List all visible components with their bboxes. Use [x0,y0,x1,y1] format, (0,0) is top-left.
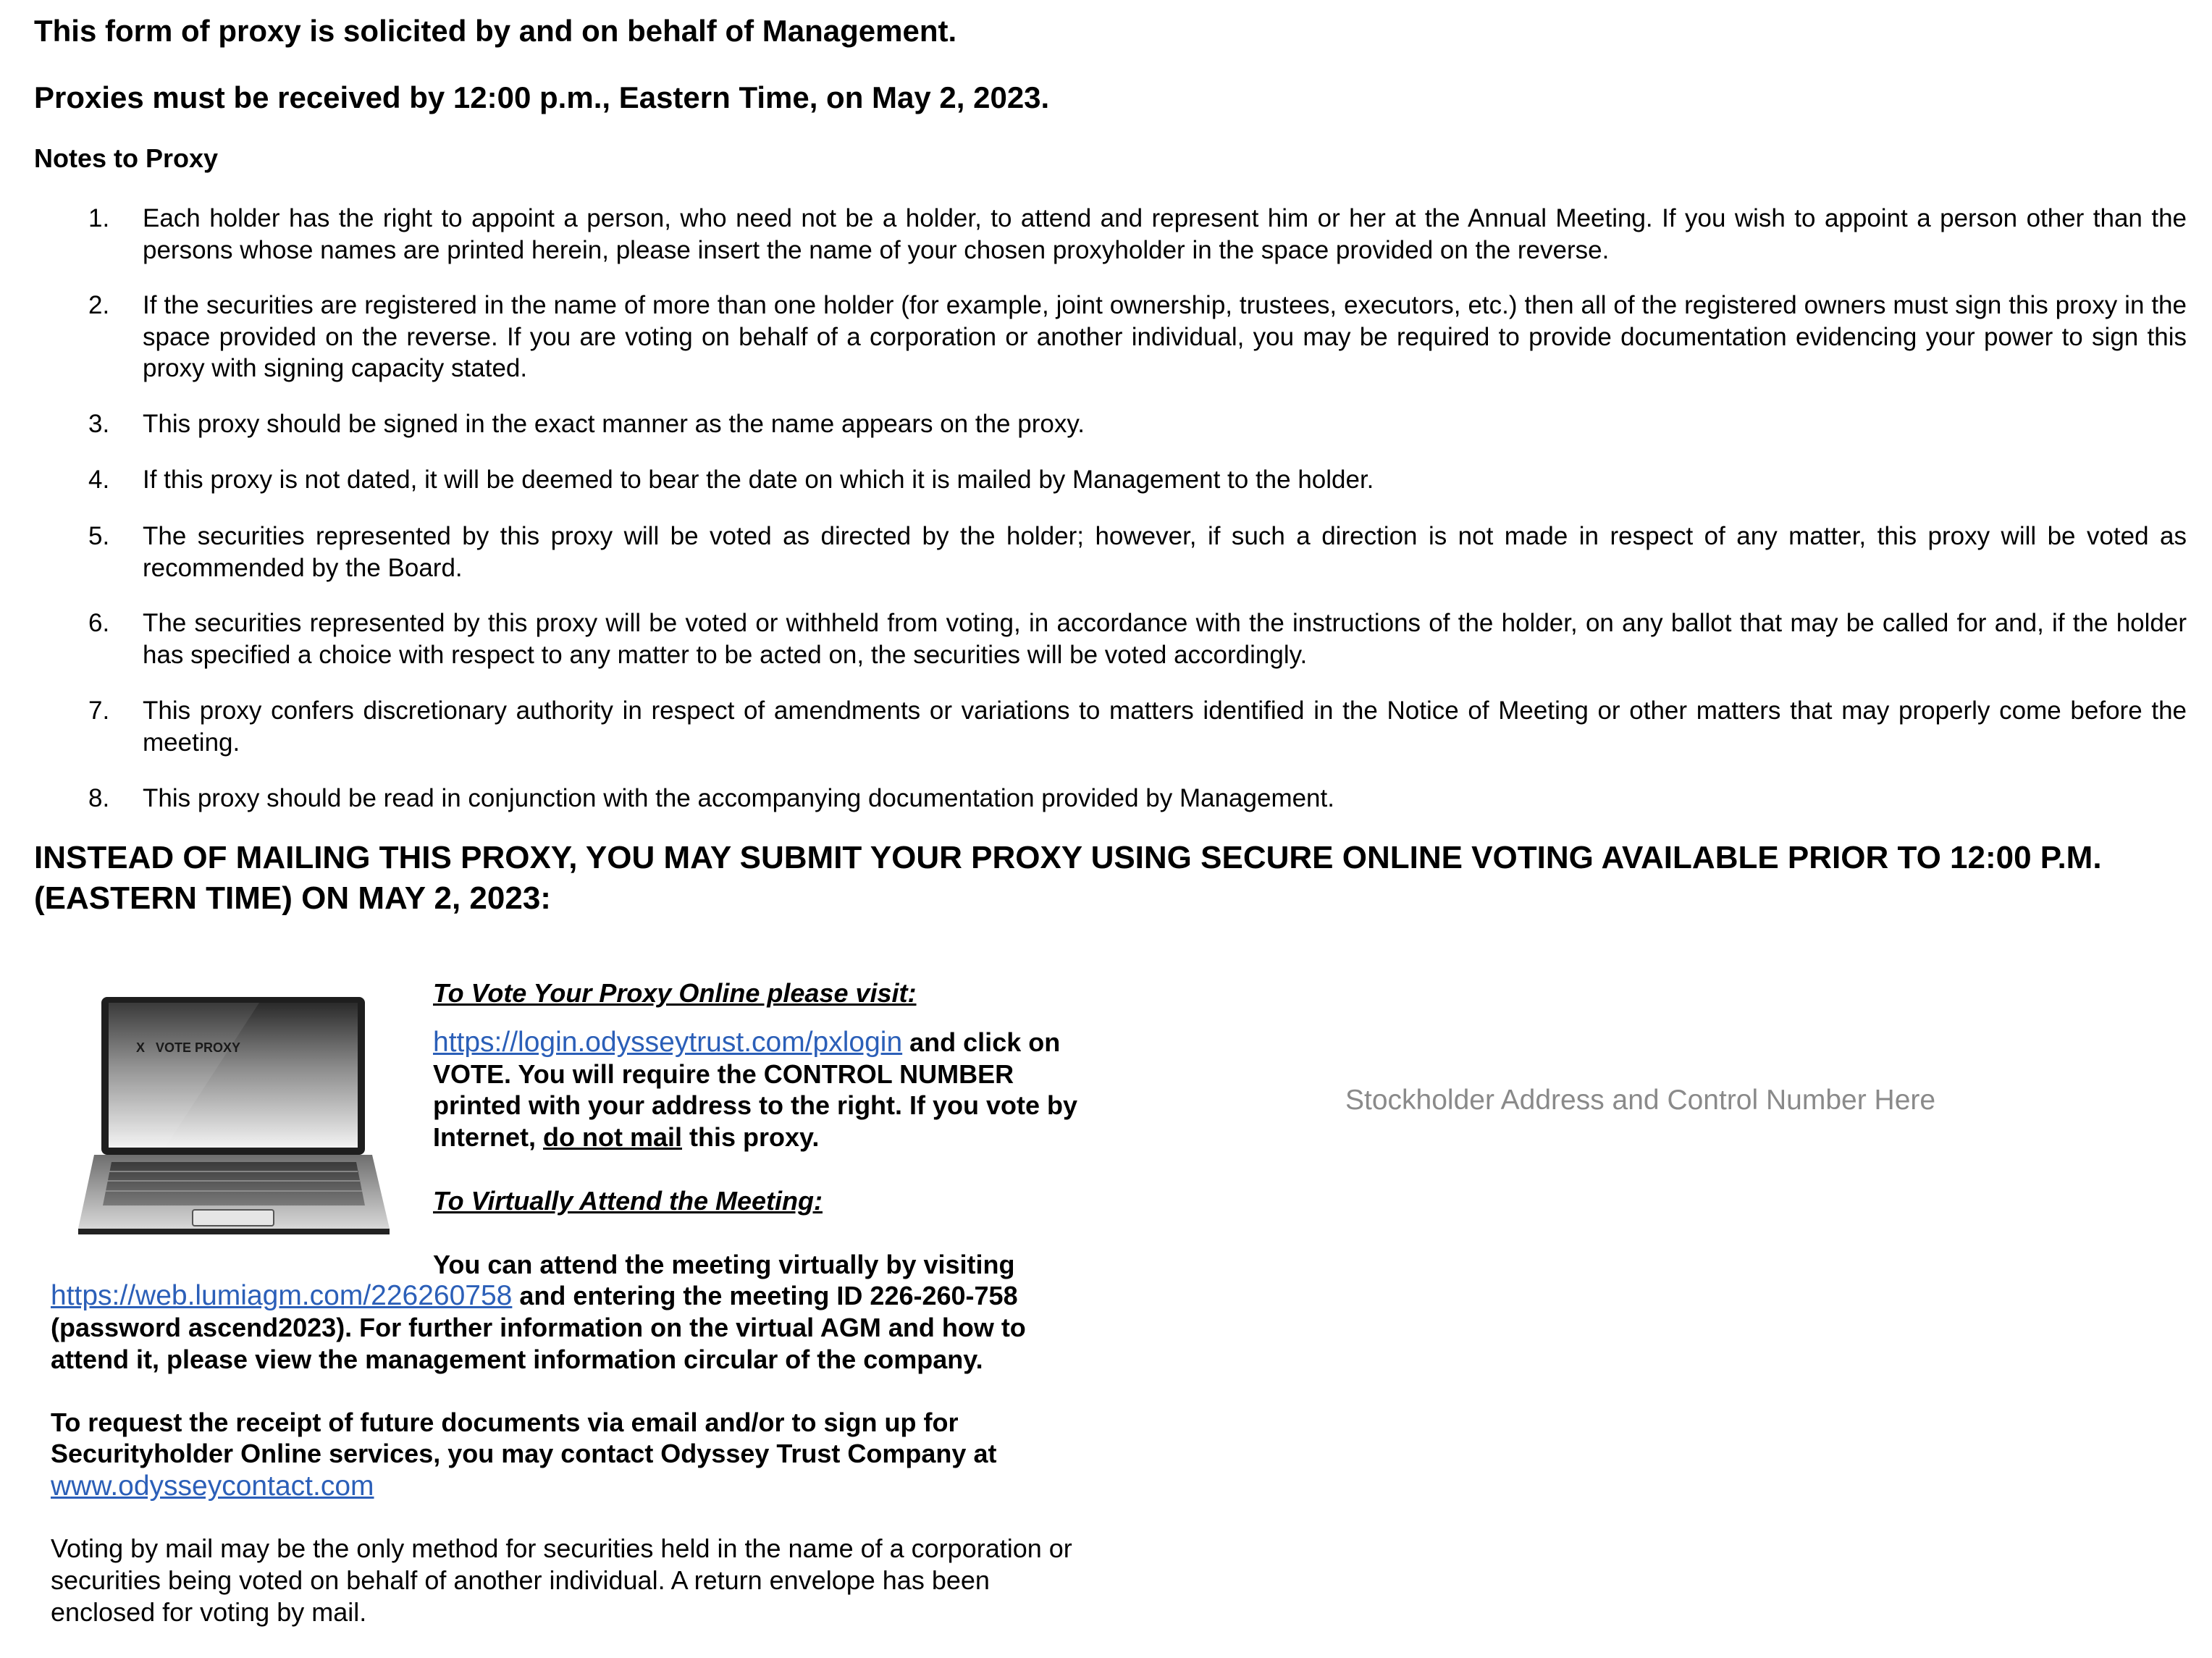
vote-online-after-url: and click on [902,1027,1061,1057]
note-number: 1. [88,204,110,232]
note-number: 5. [88,522,110,550]
vote-online-heading: To Vote Your Proxy Online please visit: [433,978,917,1008]
virtual-meeting-link[interactable]: https://web.lumiagm.com/226260758 [51,1280,513,1311]
note-text: This proxy should be signed in the exact manner as the name appears on the proxy. [143,410,1085,438]
do-not-mail-text: do not mail [543,1122,683,1152]
mail-note-line2: securities being voted on behalf of another individual. A return envelope has been [51,1565,990,1595]
stockholder-address-placeholder: Stockholder Address and Control Number Here [1345,1085,1936,1116]
vote-online-line2: VOTE. You will require the CONTROL NUMBER [433,1059,1014,1089]
virtual-attend-line4: attend it, please view the management information circular of the company. [51,1345,983,1374]
note-number: 2. [88,291,110,319]
note-text: The securities represented by this proxy will be voted or withheld from voting, in accordance with the instructions of the holder, on any ballot that may be called for and, if the holder has specified a choice with respect to any matter to be acted on, the securities will be voted accordingly. [143,609,2187,669]
virtual-attend-line2 [51,1280,1018,1312]
future-docs-line2: Securityholder Online services, you may contact Odyssey Trust Company at [51,1439,997,1468]
note-text: If this proxy is not dated, it will be deemed to bear the date on which it is mailed by Management to the holder. [143,466,1374,494]
deadline-heading: Proxies must be received by 12:00 p.m., Eastern Time, on May 2, 2023. [34,80,1050,114]
vote-online-link[interactable]: https://login.odysseytrust.com/pxlogin [433,1027,903,1058]
vote-online-line1 [433,1027,1157,1059]
virtual-attend-heading: To Virtually Attend the Meeting: [433,1186,823,1216]
online-voting-banner: INSTEAD OF MAILING THIS PROXY, YOU MAY SUBMIT YOUR PROXY USING SECURE ONLINE VOTING AVAILABLE PRIOR TO 12:00 P.M. (EASTERN TIME) ON MAY 2, 2023: [34,840,2102,916]
vote-online-line4-pre: Internet, [433,1122,544,1152]
note-number: 4. [88,466,110,494]
note-text: The securities represented by this proxy will be voted as directed by the holder; however, if such a direction is not made in respect of any matter, this proxy will be voted as recommended by the Board. [143,522,2187,582]
future-docs-line3 [51,1470,374,1503]
note-text: This proxy should be read in conjunction with the accompanying documentation provided by Management. [143,784,1334,812]
note-text: Each holder has the right to appoint a person, who need not be a holder, to attend and represent him or her at the Annual Meeting. If you wish to appoint a person other than the persons whose names are printed herein, please insert the name of your chosen proxyholder in the space provided on the reverse. [143,204,2187,264]
odyssey-contact-link[interactable]: www.odysseycontact.com [51,1470,374,1502]
solicited-heading: This form of proxy is solicited by and on behalf of Management. [34,14,957,48]
note-number: 7. [88,697,110,725]
note-number: 6. [88,609,110,637]
mail-note-line1: Voting by mail may be the only method for securities held in the name of a corporation or [51,1533,1072,1563]
note-text: This proxy confers discretionary authority in respect of amendments or variations to matters identified in the Notice of Meeting or other matters that may properly come before the meeting. [143,697,2187,757]
note-number: 3. [88,410,110,438]
virtual-attend-line1: You can attend the meeting virtually by visiting [433,1250,1015,1279]
notes-title: Notes to Proxy [34,143,219,173]
vote-online-instructions [433,1027,1157,1153]
note-number: 8. [88,784,110,812]
mail-note-line3: enclosed for voting by mail. [51,1597,367,1627]
virtual-attend-line3: (password ascend2023). For further information on the virtual AGM and how to [51,1313,1026,1342]
laptop-illustration [78,996,390,1238]
laptop-screen-label: X VOTE PROXY [136,1040,241,1055]
vote-online-line4-post: this proxy. [682,1122,820,1152]
virtual-attend-after-url: and entering the meeting ID 226-260-758 [512,1281,1018,1310]
laptop-icon [78,996,390,1238]
future-docs-line1: To request the receipt of future documents via email and/or to sign up for [51,1407,959,1437]
note-text: If the securities are registered in the name of more than one holder (for example, joint ownership, trustees, executors, etc.) then all of the registered owners must sign this proxy in the space provided on the reverse. If you are voting on behalf of a corporation or another individual, you may be required to provide documentation evidencing your power to sign this proxy with signing capacity stated. [143,291,2187,382]
vote-online-line3: printed with your address to the right. If you vote by [433,1090,1078,1120]
vote-online-line4 [433,1122,1157,1153]
